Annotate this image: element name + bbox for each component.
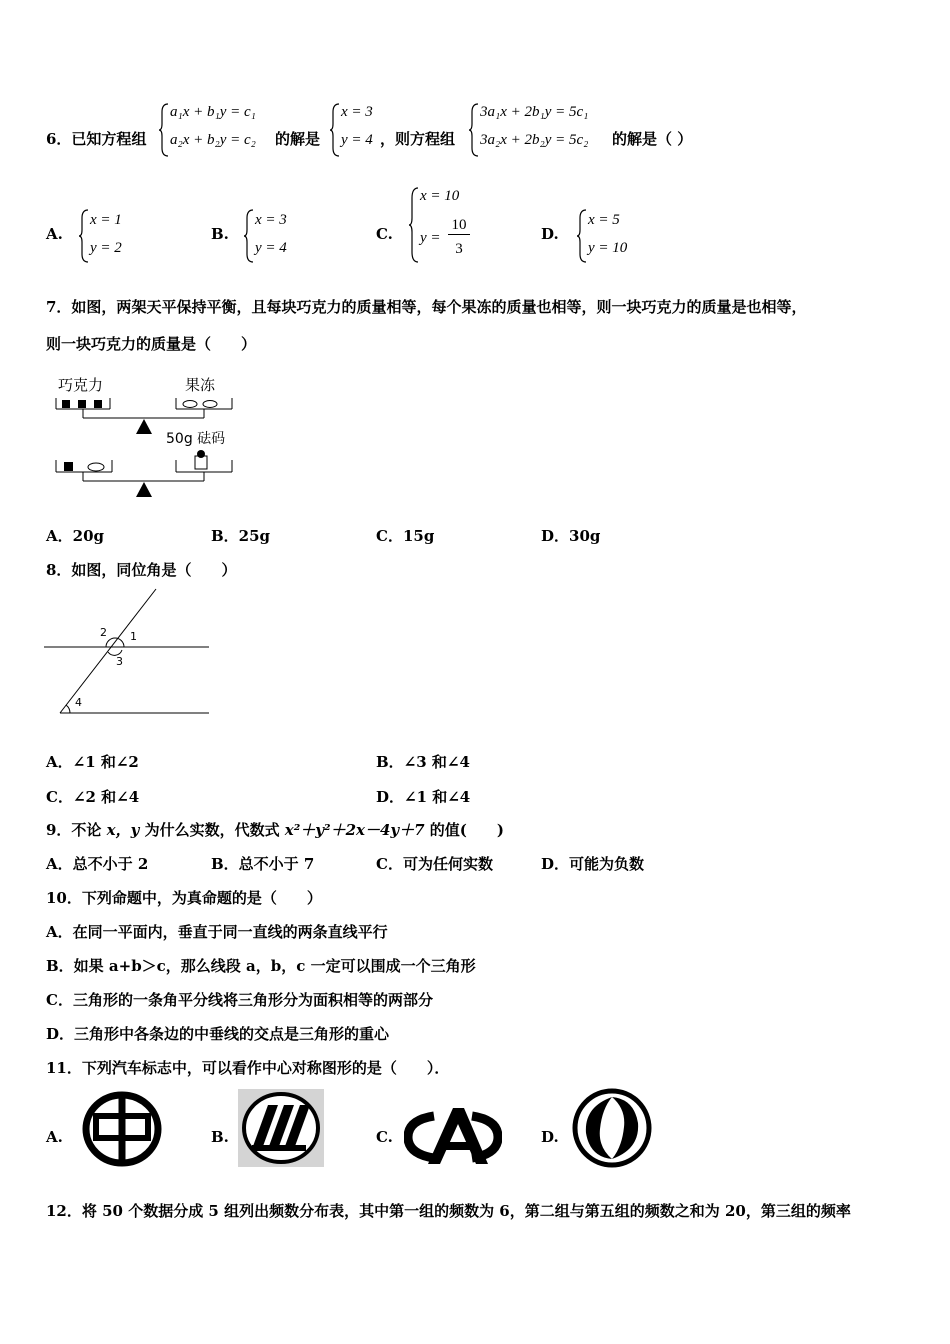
q6-system-2-eq1: x = 3	[341, 104, 373, 120]
q6-system-2-eq2: y = 4	[341, 132, 373, 148]
q9-vars: x，y	[106, 821, 140, 839]
q7-text-line2: 则一块巧克力的质量是（ ）	[46, 335, 257, 353]
q8-angle-label-3: 3	[116, 655, 123, 668]
q11-text: 11．下列汽车标志中，可以看作中心对称图形的是（ ）．	[46, 1059, 450, 1077]
q6-mid2: ，则方程组	[380, 130, 456, 148]
q8-option-b[interactable]: B．∠3 和∠4	[376, 753, 470, 771]
q7-chocolate-label: 巧克力	[58, 376, 104, 394]
q7-jelly-label: 果冻	[185, 376, 216, 394]
q9-text	[46, 819, 504, 840]
q6-option-b-eq1: x = 3	[255, 212, 287, 228]
q8-angle-label-4: 4	[75, 696, 82, 709]
q6-suffix: 的解是（ ）	[612, 130, 693, 148]
car-logo-c-icon[interactable]	[404, 1106, 502, 1168]
q7-option-d[interactable]: D．30g	[541, 527, 601, 545]
q6-option-b[interactable]	[243, 208, 313, 264]
q6-system-1-eq1: a₁x + b₁y = c₁	[170, 104, 256, 120]
brace-icon	[243, 208, 255, 264]
q8-angle-label-2: 2	[100, 626, 107, 639]
q6-option-b-label[interactable]: B.	[211, 225, 229, 243]
q11-option-a-label[interactable]: A.	[46, 1128, 63, 1146]
brace-icon	[408, 186, 420, 264]
q9-mid: 为什么实数，代数式	[139, 821, 285, 839]
q10-option-b[interactable]: B．如果 a+b＞c，那么线段 a，b，c 一定可以围成一个三角形	[46, 957, 476, 975]
q6-option-c-eq2: y =	[420, 230, 441, 246]
q10-text: 10．下列命题中，为真命题的是（ ）	[46, 889, 322, 907]
q6-system-3-eq1: 3a₁x + 2b₁y = 5c₁	[480, 104, 589, 120]
car-logo-a-icon[interactable]	[80, 1090, 164, 1168]
q10-option-c[interactable]: C．三角形的一条角平分线将三角形分为面积相等的两部分	[46, 991, 433, 1009]
brace-icon	[78, 208, 90, 264]
brace-icon	[576, 208, 588, 264]
q11-option-c-label[interactable]: C.	[376, 1128, 393, 1146]
car-logo-b-icon[interactable]	[238, 1089, 324, 1167]
q6-system-3-eq2: 3a₂x + 2b₂y = 5c₂	[480, 132, 589, 148]
q9-option-a[interactable]: A．总不小于 2	[46, 855, 149, 873]
q9-pre: 9．不论	[46, 821, 107, 839]
q8-text: 8．如图，同位角是（ ）	[46, 561, 237, 579]
q6-option-c-label[interactable]: C.	[376, 225, 393, 243]
q7-weight-label: 50g 砝码	[166, 431, 226, 447]
q8-option-c[interactable]: C．∠2 和∠4	[46, 788, 140, 806]
q6-prefix: 6．已知方程组	[46, 130, 147, 148]
q6-mid: 的解是	[275, 130, 321, 148]
q6-system-3	[468, 102, 613, 158]
q6-option-a-label[interactable]: A.	[46, 225, 63, 243]
q11-option-d-label[interactable]: D.	[541, 1128, 559, 1146]
q6-option-c-numerator: 10	[448, 217, 470, 235]
q9-option-b[interactable]: B．总不小于 7	[211, 855, 315, 873]
q6-option-b-eq2: y = 4	[255, 240, 287, 256]
q8-option-d[interactable]: D．∠1 和∠4	[376, 788, 471, 806]
q6-option-d[interactable]	[576, 208, 656, 264]
q6-option-a[interactable]	[78, 208, 148, 264]
brace-icon	[158, 102, 170, 158]
brace-icon	[468, 102, 480, 158]
q9-post: 的值( )	[424, 821, 504, 839]
q12-text: 12．将 50 个数据分成 5 组列出频数分布表，其中第一组的频数为 6，第二组与第五组的频数之和为 20，第三组的频率	[46, 1202, 851, 1220]
q6-option-a-eq1: x = 1	[90, 212, 122, 228]
balance-scales-icon	[50, 370, 250, 505]
q8-angle-label-1: 1	[130, 630, 137, 643]
q7-option-a[interactable]: A．20g	[46, 527, 105, 545]
q7-text-line1: 7．如图，两架天平保持平衡，且每块巧克力的质量相等，每个果冻的质量也相等，则一块巧克力的质量是也相等，	[46, 298, 807, 316]
q6-option-d-eq1: x = 5	[588, 212, 620, 228]
q6-option-c[interactable]	[408, 186, 488, 264]
q8-angle-figure	[44, 586, 214, 721]
q10-option-d[interactable]: D．三角形中各条边的中垂线的交点是三角形的重心	[46, 1025, 390, 1043]
q6-system-1	[158, 102, 273, 158]
q9-option-d[interactable]: D．可能为负数	[541, 855, 645, 873]
q10-option-a[interactable]: A．在同一平面内，垂直于同一直线的两条直线平行	[46, 923, 388, 941]
q7-option-b[interactable]: B．25g	[211, 527, 271, 545]
q8-option-a[interactable]: A．∠1 和∠2	[46, 753, 139, 771]
q6-option-c-eq1: x = 10	[420, 188, 460, 204]
q6-option-c-denominator: 3	[455, 241, 463, 257]
car-logo-d-icon[interactable]	[570, 1087, 654, 1169]
q9-expression: x²＋y²＋2x－4y＋7	[284, 821, 425, 839]
q6-system-1-eq2: a₂x + b₂y = c₂	[170, 132, 256, 148]
q6-option-a-eq2: y = 2	[90, 240, 122, 256]
parallel-lines-icon	[44, 586, 214, 721]
q6-option-d-eq2: y = 10	[588, 240, 628, 256]
brace-icon	[329, 102, 341, 158]
q7-option-c[interactable]: C．15g	[376, 527, 435, 545]
q11-option-b-label[interactable]: B.	[211, 1128, 229, 1146]
q6-option-d-label[interactable]: D.	[541, 225, 559, 243]
q7-balance-figure	[50, 370, 250, 505]
q9-option-c[interactable]: C．可为任何实数	[376, 855, 493, 873]
